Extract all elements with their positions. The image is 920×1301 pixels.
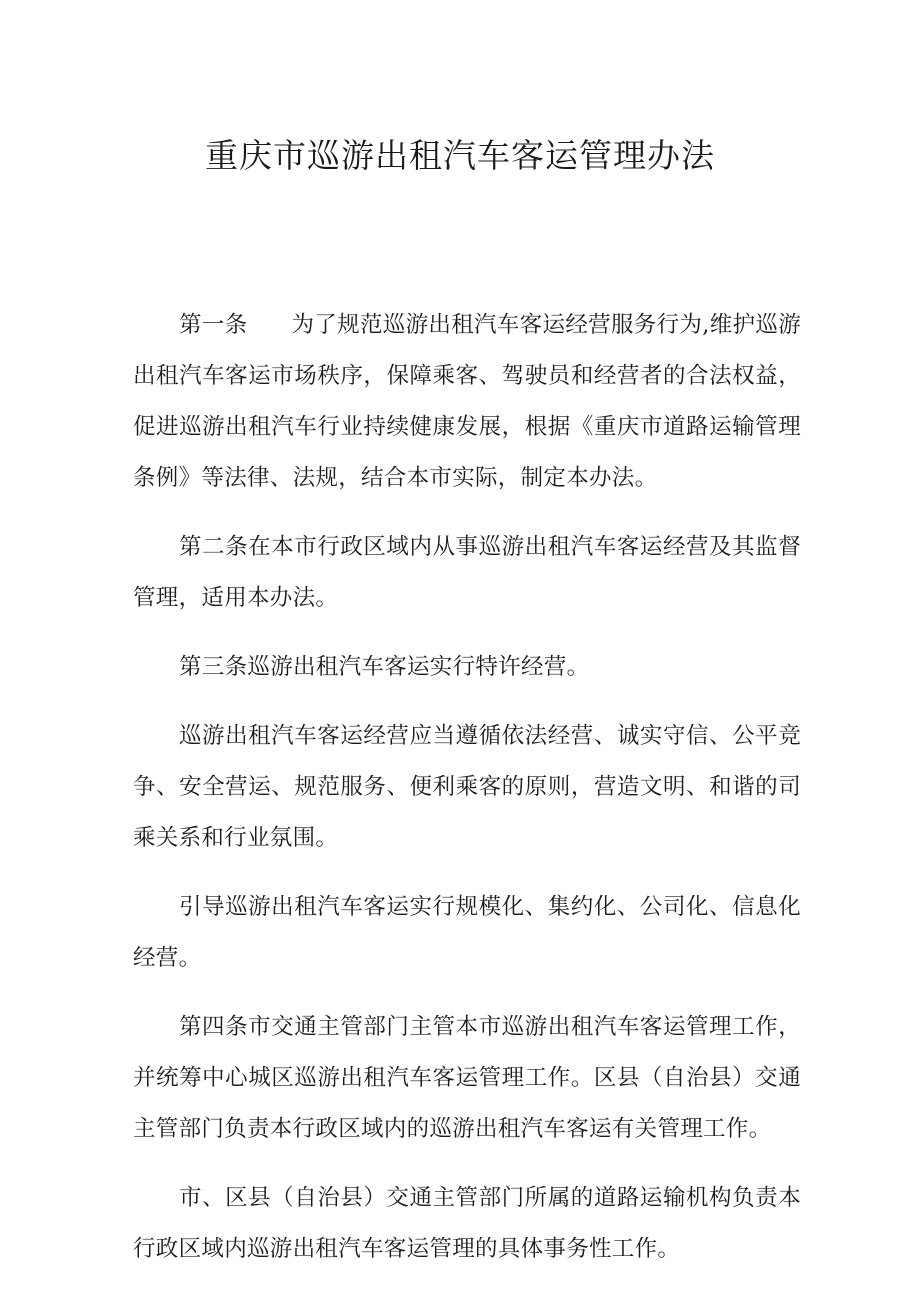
article-number: 第一条 xyxy=(179,312,248,338)
paragraph-principles: 巡游出租汽车客运经营应当遵循依法经营、诚实守信、公平竞争、安全营运、规范服务、便利乘客的原则，营造文明、和谐的司乘关系和行业氛围。 xyxy=(133,723,801,851)
paragraph-article-1 xyxy=(133,300,801,504)
paragraph-text: 为了规范巡游出租汽车客运经营服务行为,维护巡游出租汽车客运市场秩序，保障乘客、驾驶员和经营者的合法权益，促进巡游出租汽车行业持续健康发展，根据《重庆市道路运输管理条例》等法律、法规，结合本市实际，制定本办法。 xyxy=(133,312,801,491)
document-body xyxy=(133,300,801,1293)
paragraph-article-4: 第四条市交通主管部门主管本市巡游出租汽车客运管理工作，并统筹中心城区巡游出租汽车客运管理工作。区县（自治县）交通主管部门负责本行政区域内的巡游出租汽车客运有关管理工作。 xyxy=(133,1014,801,1142)
paragraph-agencies: 市、区县（自治县）交通主管部门所属的道路运输机构负责本行政区域内巡游出租汽车客运管理的具体事务性工作。 xyxy=(133,1185,801,1262)
paragraph-article-3: 第三条巡游出租汽车客运实行特许经营。 xyxy=(179,654,590,680)
document-title: 重庆市巡游出租汽车客运管理办法 xyxy=(205,136,715,175)
paragraph-article-2: 第二条在本市行政区域内从事巡游出租汽车客运经营及其监督管理，适用本办法。 xyxy=(133,534,801,611)
paragraph-guidance: 引导巡游出租汽车客运实行规模化、集约化、公司化、信息化经营。 xyxy=(133,894,801,971)
